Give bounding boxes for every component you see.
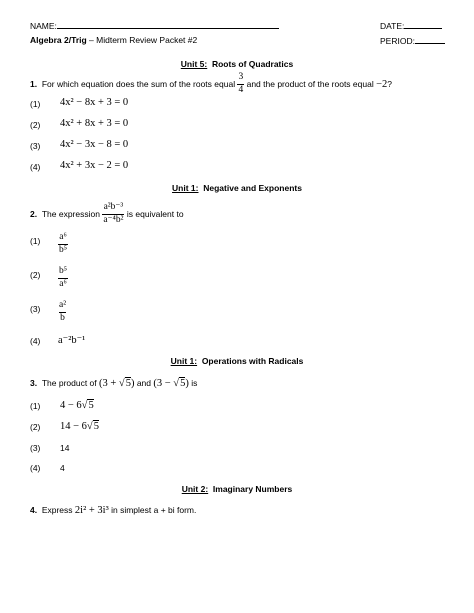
fraction-numerator: a⁶ xyxy=(59,232,67,242)
math-expression: (3 − √5) xyxy=(153,378,189,389)
choice-3 xyxy=(30,141,40,151)
fraction-numerator: a²b⁻³ xyxy=(103,202,124,212)
question-text: For which equation does the sum of the roots equal xyxy=(41,79,236,89)
choice-4 xyxy=(30,162,40,172)
question-3 xyxy=(30,378,197,389)
math-expression: (3 + √5) xyxy=(99,378,135,389)
date-blank xyxy=(404,20,442,29)
choice-label: (4) xyxy=(30,336,41,346)
fraction-denominator: a⁶ xyxy=(59,278,67,289)
question-text: Express xyxy=(41,505,73,515)
fraction-denominator: a⁻⁴b² xyxy=(103,214,124,225)
question-text: and the product of the roots equal xyxy=(246,79,374,89)
section-heading xyxy=(0,59,474,69)
fraction xyxy=(58,267,68,289)
section-heading xyxy=(0,356,474,366)
fraction-denominator: b⁵ xyxy=(59,244,68,255)
unit-label: Unit 1: xyxy=(170,356,198,366)
choice-label: (1) xyxy=(30,99,41,109)
fraction xyxy=(58,301,67,323)
name-label: NAME: xyxy=(30,21,57,31)
choice-expression: 4 xyxy=(60,463,65,473)
choice-expression xyxy=(58,267,68,289)
choice-label: (3) xyxy=(30,304,41,314)
choice-label: (3) xyxy=(30,443,41,453)
choice-expression: 4x² − 3x − 8 = 0 xyxy=(60,139,129,150)
course-title: Algebra 2/Trig xyxy=(30,35,87,45)
choice-1 xyxy=(30,99,40,109)
fraction-denominator: 4 xyxy=(238,84,244,95)
name-field xyxy=(30,20,279,31)
choice-expression: 4x² − 8x + 3 = 0 xyxy=(60,97,129,108)
section-title: Roots of Quadratics xyxy=(211,59,294,69)
unit-label: Unit 2: xyxy=(181,484,209,494)
choice-expression xyxy=(58,233,68,255)
period-label: PERIOD: xyxy=(380,36,415,46)
choice-3 xyxy=(30,304,40,314)
fraction xyxy=(102,203,124,225)
choice-label: (4) xyxy=(30,463,41,473)
unit-label: Unit 1: xyxy=(172,183,199,193)
math-expression: −2 xyxy=(376,78,388,90)
packet-subtitle: – Midterm Review Packet #2 xyxy=(86,35,198,45)
question-number: 1. xyxy=(30,79,38,89)
question-number: 3. xyxy=(30,378,38,388)
choice-4 xyxy=(30,336,40,346)
question-text: The expression xyxy=(41,209,100,219)
choice-label: (4) xyxy=(30,162,41,172)
date-label: DATE: xyxy=(380,21,405,31)
question-1 xyxy=(30,72,392,96)
question-text: and xyxy=(136,378,152,388)
period-field xyxy=(380,35,445,46)
choice-expression xyxy=(58,301,67,323)
choice-label: (3) xyxy=(30,141,41,151)
section-heading xyxy=(0,484,474,494)
choice-expression: 4x² + 3x − 2 = 0 xyxy=(60,160,129,171)
choice-expression: 4 − 6√5 xyxy=(60,400,94,411)
question-4 xyxy=(30,505,196,516)
choice-expression: a⁻²b⁻¹ xyxy=(58,335,86,346)
period-blank xyxy=(415,35,445,44)
question-text: is equivalent to xyxy=(126,209,184,219)
name-blank xyxy=(57,20,279,29)
packet-title xyxy=(30,35,197,45)
choice-3 xyxy=(30,443,40,453)
choice-label: (1) xyxy=(30,236,41,246)
choice-label: (2) xyxy=(30,120,41,130)
section-title: Negative and Exponents xyxy=(203,183,302,193)
question-text: is xyxy=(191,378,198,388)
choice-4 xyxy=(30,463,40,473)
fraction xyxy=(58,233,68,255)
choice-label: (2) xyxy=(30,270,41,280)
choice-expression: 14 − 6√5 xyxy=(60,421,99,432)
fraction-denominator: b xyxy=(60,312,65,323)
choice-2 xyxy=(30,120,40,130)
question-text: The product of xyxy=(41,378,97,388)
question-text: in simplest a + bi form. xyxy=(111,505,197,515)
fraction-numerator: a² xyxy=(59,300,67,310)
choice-2 xyxy=(30,270,40,280)
choice-2 xyxy=(30,422,40,432)
date-field xyxy=(380,20,442,31)
section-title: Operations with Radicals xyxy=(201,356,304,366)
choice-1 xyxy=(30,236,40,246)
fraction-numerator: b⁵ xyxy=(59,266,68,276)
question-number: 4. xyxy=(30,505,38,515)
question-number: 2. xyxy=(30,209,38,219)
choice-expression: 14 xyxy=(60,443,70,453)
fraction xyxy=(237,73,244,95)
question-text: ? xyxy=(387,79,392,89)
question-2 xyxy=(30,200,184,228)
choice-label: (2) xyxy=(30,422,41,432)
choice-expression: 4x² + 8x + 3 = 0 xyxy=(60,118,129,129)
section-title: Imaginary Numbers xyxy=(212,484,293,494)
fraction-numerator: 3 xyxy=(238,72,244,82)
choice-1 xyxy=(30,401,40,411)
unit-label: Unit 5: xyxy=(180,59,208,69)
section-heading xyxy=(0,183,474,193)
math-expression: 2i² + 3i³ xyxy=(74,505,109,516)
choice-label: (1) xyxy=(30,401,41,411)
